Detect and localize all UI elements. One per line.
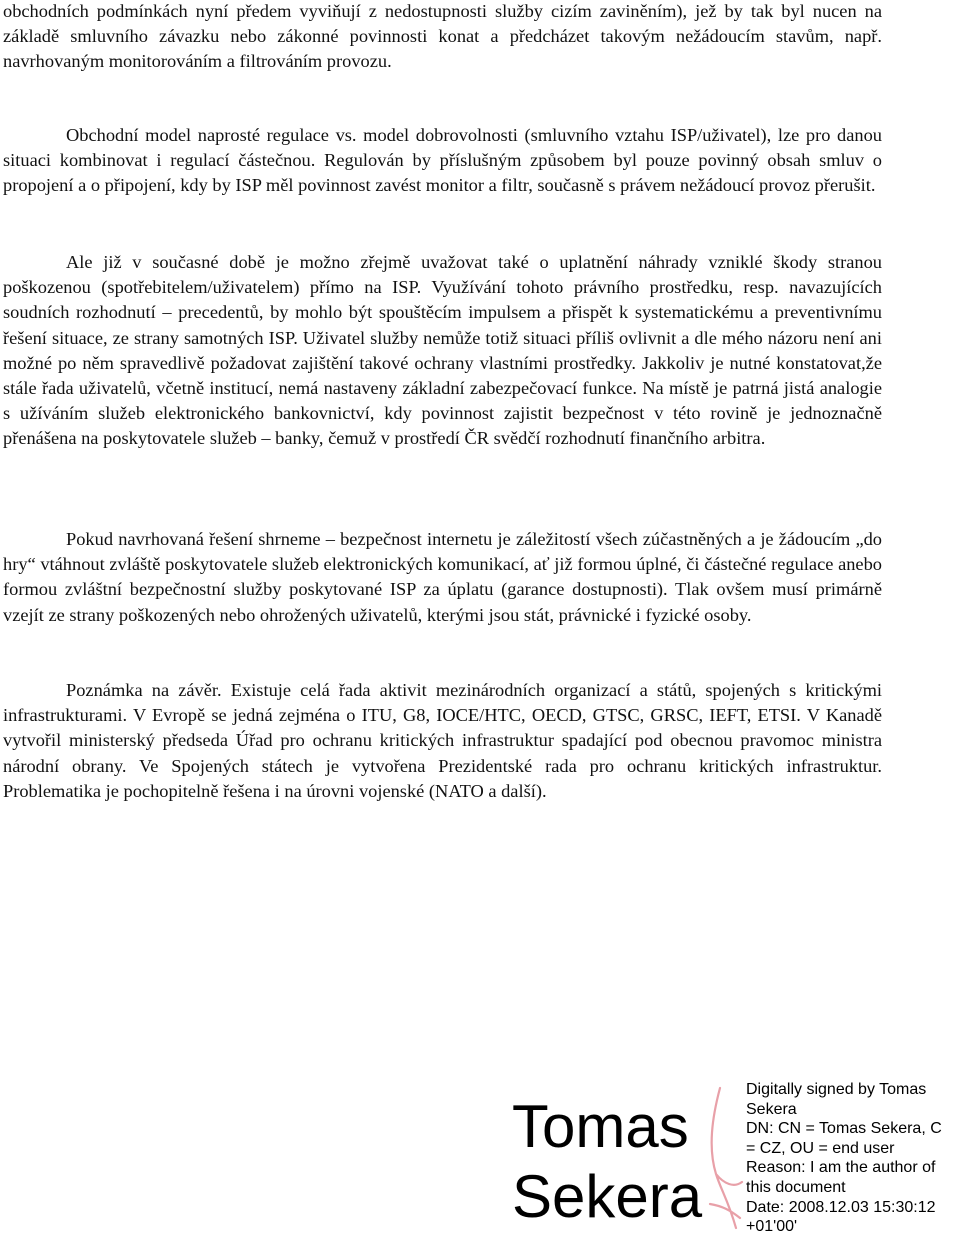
paragraph-damage-compensation: Ale již v současné době je možno zřejmě uvažovat také o uplatnění náhrady vzniklé škody stranou poškozenou (spotřebitelem/uživatelem) přímo na ISP. Využívání tohoto právního prostředku, resp. navazujících soudních rozhodnutí – precedentů, by mohlo být spouštěcím impulsem a přispět k systematickému a preventivnímu řešení situace, ze strany samotných ISP. Uživatel služby nemůže totiž situaci příliš ovlivnit a dle mého názoru není ani možné po něm spravedlivě požadovat zajištění takové ochrany vlastními prostředky. Jakkoliv je nutné konstatovat,že stále řada uživatelů, včetně institucí, nemá nastaveny základní zabezpečovací funkce. Na místě je patrná jistá analogie s užíváním služeb elektronického bankovnictví, kdy povinnost zajistit bezpečnost v této rovině je jednoznačně přenášena na poskytovatele služeb – banky, čemuž v prostředí ČR svědčí rozhodnutí finančního arbitra. [3, 252, 882, 449]
paragraph-summary: Pokud navrhovaná řešení shrneme – bezpečnost internetu je záležitostí všech zúčastněných a je žádoucím „do hry“ vtáhnout zvláště poskytovatele služeb elektronických komunikací, ať již formou úplné, či částečné regulace anebo formou zvláštní bezpečnostní služby poskytované ISP za úplatu (garance dostupnosti). Tlak ovšem musí primárně vzejít ze strany poškozených nebo ohrožených uživatelů, kterými jsou stát, právnické i fyzické osoby. [3, 529, 882, 625]
signature-detail-line: Date: 2008.12.03 15:30:12 [746, 1198, 936, 1216]
signature-details [746, 1080, 960, 1237]
paragraph-continuation: obchodních podmínkách nyní předem vyviňují z nedostupnosti služby cizím zaviněním), jež by tak byl nucen na základě smluvního závazku nebo zákonné povinnosti konat a předcházet takovým nežádoucím stavům, např. navrhovaným monitorováním a filtrováním provozu. [3, 1, 882, 72]
signer-name [512, 1092, 742, 1232]
signature-detail-line: this document [746, 1178, 846, 1196]
signature-detail-line: +01'00' [746, 1218, 798, 1236]
paragraph-regulation-model: Obchodní model naprosté regulace vs. model dobrovolnosti (smluvního vztahu ISP/uživatel), lze pro danou situaci kombinovat i regulací částečnou. Regulován by příslušným způsobem byl pouze povinný obsah smluv o propojení a o připojení, kdy by ISP měl povinnost zavést monitor a filtr, současně s právem nežádoucí provoz přerušit. [3, 125, 882, 196]
paragraph-final-note: Poznámka na závěr. Existuje celá řada aktivit mezinárodních organizací a států, spojených s kritickými infrastrukturami. V Evropě se jedná zejména o ITU, G8, IOCE/HTC, OECD, GTSC, GRSC, IEFT, ETSI. V Kanadě vytvořil ministerský předseda Úřad pro ochranu kritických infrastruktur spadající pod obecnou pravomoc ministra národní obrany. Ve Spojených státech je vytvořena Prezidentské rada pro ochranu kritických infrastruktur. Problematika je pochopitelně řešena i na úrovni vojenské (NATO a další). [3, 680, 882, 801]
signature-detail-line: Reason: I am the author of [746, 1159, 936, 1177]
signature-detail-line: Sekera [746, 1100, 797, 1118]
signer-first-name: Tomas [512, 1093, 689, 1160]
signature-detail-line: Digitally signed by Tomas [746, 1081, 927, 1098]
signature-detail-line: = CZ, OU = end user [746, 1139, 895, 1157]
signature-detail-line: DN: CN = Tomas Sekera, C [746, 1120, 942, 1138]
digital-signature-block [512, 1078, 960, 1248]
signer-last-name: Sekera [512, 1163, 703, 1230]
